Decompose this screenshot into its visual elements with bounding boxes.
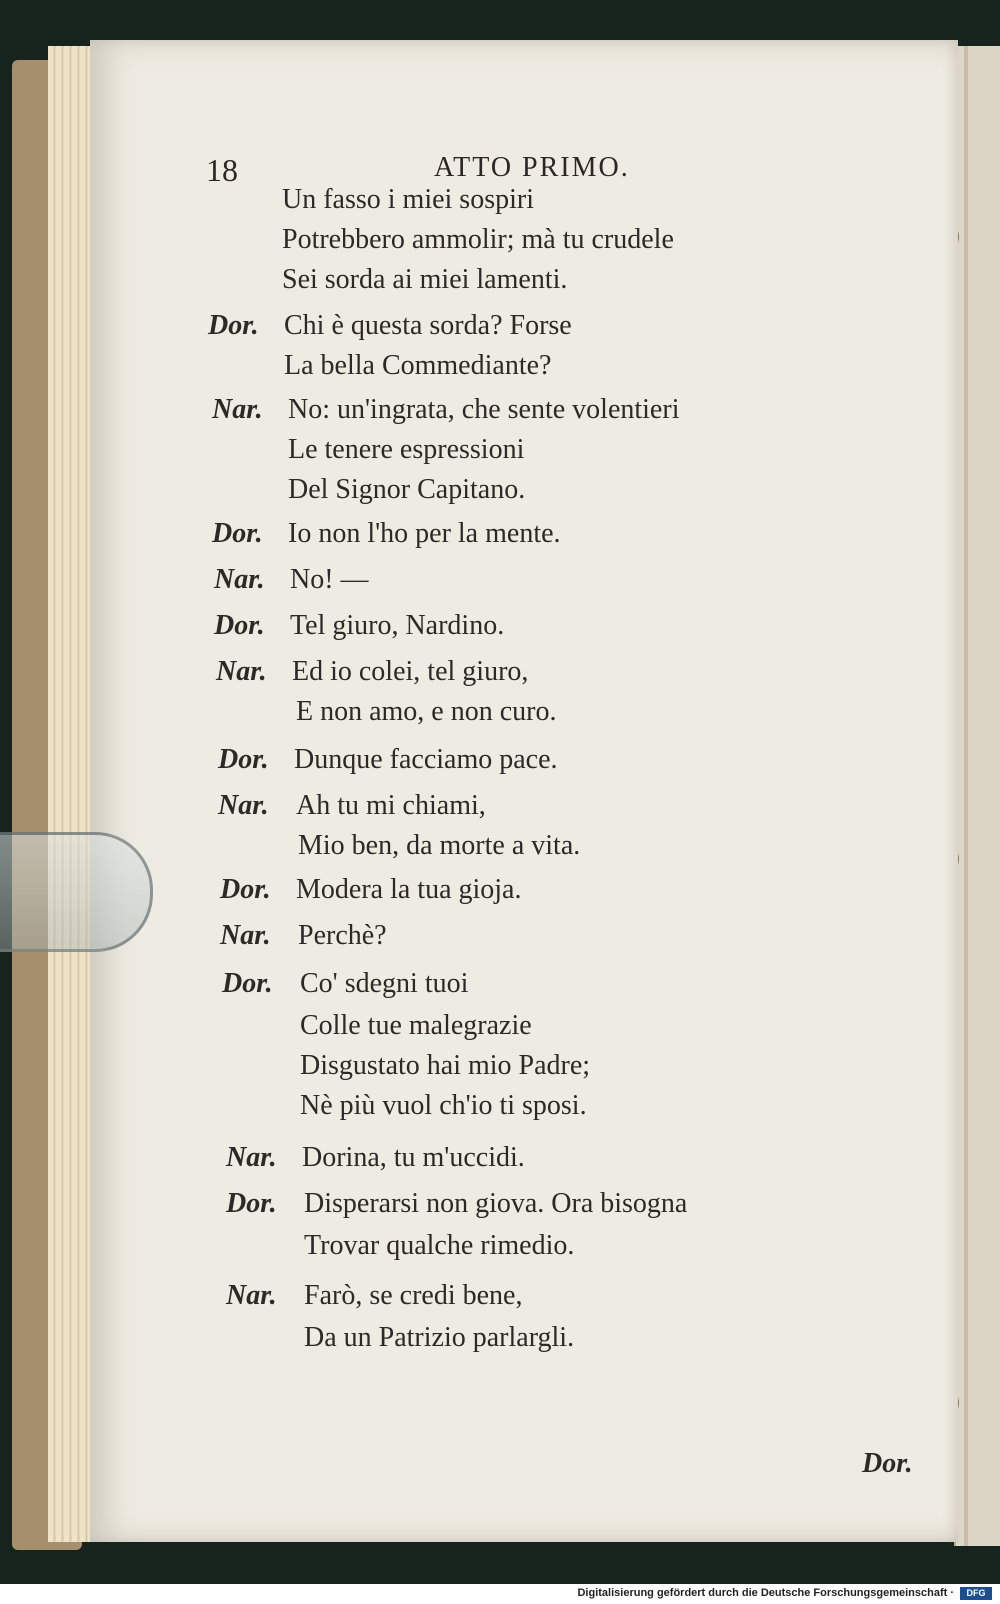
verse-line: Ah tu mi chiami, <box>296 790 486 821</box>
speaker-name: Nar. <box>226 1280 277 1311</box>
speaker-name: Dor. <box>212 518 263 549</box>
verse-line: Da un Patrizio parlargli. <box>304 1322 575 1353</box>
book-page <box>90 40 958 1542</box>
speaker-name: Dor. <box>220 874 271 905</box>
verse-line: Chi è questa sorda? Forse <box>284 310 572 341</box>
verse-line: Le tenere espressioni <box>288 434 525 465</box>
verse-line: Nè più vuol ch'io ti sposi. <box>300 1090 587 1121</box>
verse-line: Disgustato hai mio Padre; <box>300 1050 591 1081</box>
verse-line: Colle tue malegrazie <box>300 1010 532 1041</box>
dfg-logo: DFG <box>960 1587 992 1600</box>
verse-line: Co' sdegni tuoi <box>300 968 469 999</box>
running-title: ATTO PRIMO. <box>434 152 630 183</box>
verse-line: Tel giuro, Nardino. <box>290 610 505 641</box>
page-number: 18 <box>206 152 238 188</box>
speaker-name: Nar. <box>212 394 263 425</box>
verse-line: Modera la tua gioja. <box>296 874 522 905</box>
verse-line: Mio ben, da morte a vita. <box>298 830 581 861</box>
verse-line: Perchè? <box>298 920 387 951</box>
speaker-name: Dor. <box>218 744 269 775</box>
verse-line: La bella Commediante? <box>284 350 552 381</box>
verse-line: Dunque facciamo pace. <box>294 744 558 775</box>
speaker-name: Dor. <box>226 1188 277 1219</box>
funding-credit: Digitalisierung gefördert durch die Deutsche Forschungsgemeinschaft · <box>577 1587 954 1599</box>
page-clamp <box>0 832 153 952</box>
catchword: Dor. <box>862 1448 913 1479</box>
verse-line: Farò, se credi bene, <box>304 1280 523 1311</box>
verse-line: No! — <box>290 564 369 595</box>
speaker-name: Nar. <box>226 1142 277 1173</box>
verse-line: Potrebbero ammolir; mà tu crudele <box>282 224 674 255</box>
speaker-name: Nar. <box>220 920 271 951</box>
verse-line: No: un'ingrata, che sente volentieri <box>288 394 680 425</box>
verse-line: Un fasso i miei sospiri <box>282 184 534 215</box>
speaker-name: Dor. <box>208 310 259 341</box>
verse-line: Trovar qualche rimedio. <box>304 1230 575 1261</box>
digitization-footer <box>0 1584 1000 1604</box>
facing-page <box>954 46 1000 1546</box>
speaker-name: Nar. <box>216 656 267 687</box>
speaker-name: Dor. <box>214 610 265 641</box>
speaker-name: Dor. <box>222 968 273 999</box>
verse-line: Disperarsi non giova. Ora bisogna <box>304 1188 688 1219</box>
verse-line: Del Signor Capitano. <box>288 474 526 505</box>
verse-line: Dorina, tu m'uccidi. <box>302 1142 525 1173</box>
verse-line: E non amo, e non curo. <box>296 696 557 727</box>
speaker-name: Nar. <box>214 564 265 595</box>
verse-line: Sei sorda ai miei lamenti. <box>282 264 568 295</box>
verse-line: Io non l'ho per la mente. <box>288 518 561 549</box>
verse-line: Ed io colei, tel giuro, <box>292 656 529 687</box>
speaker-name: Nar. <box>218 790 269 821</box>
